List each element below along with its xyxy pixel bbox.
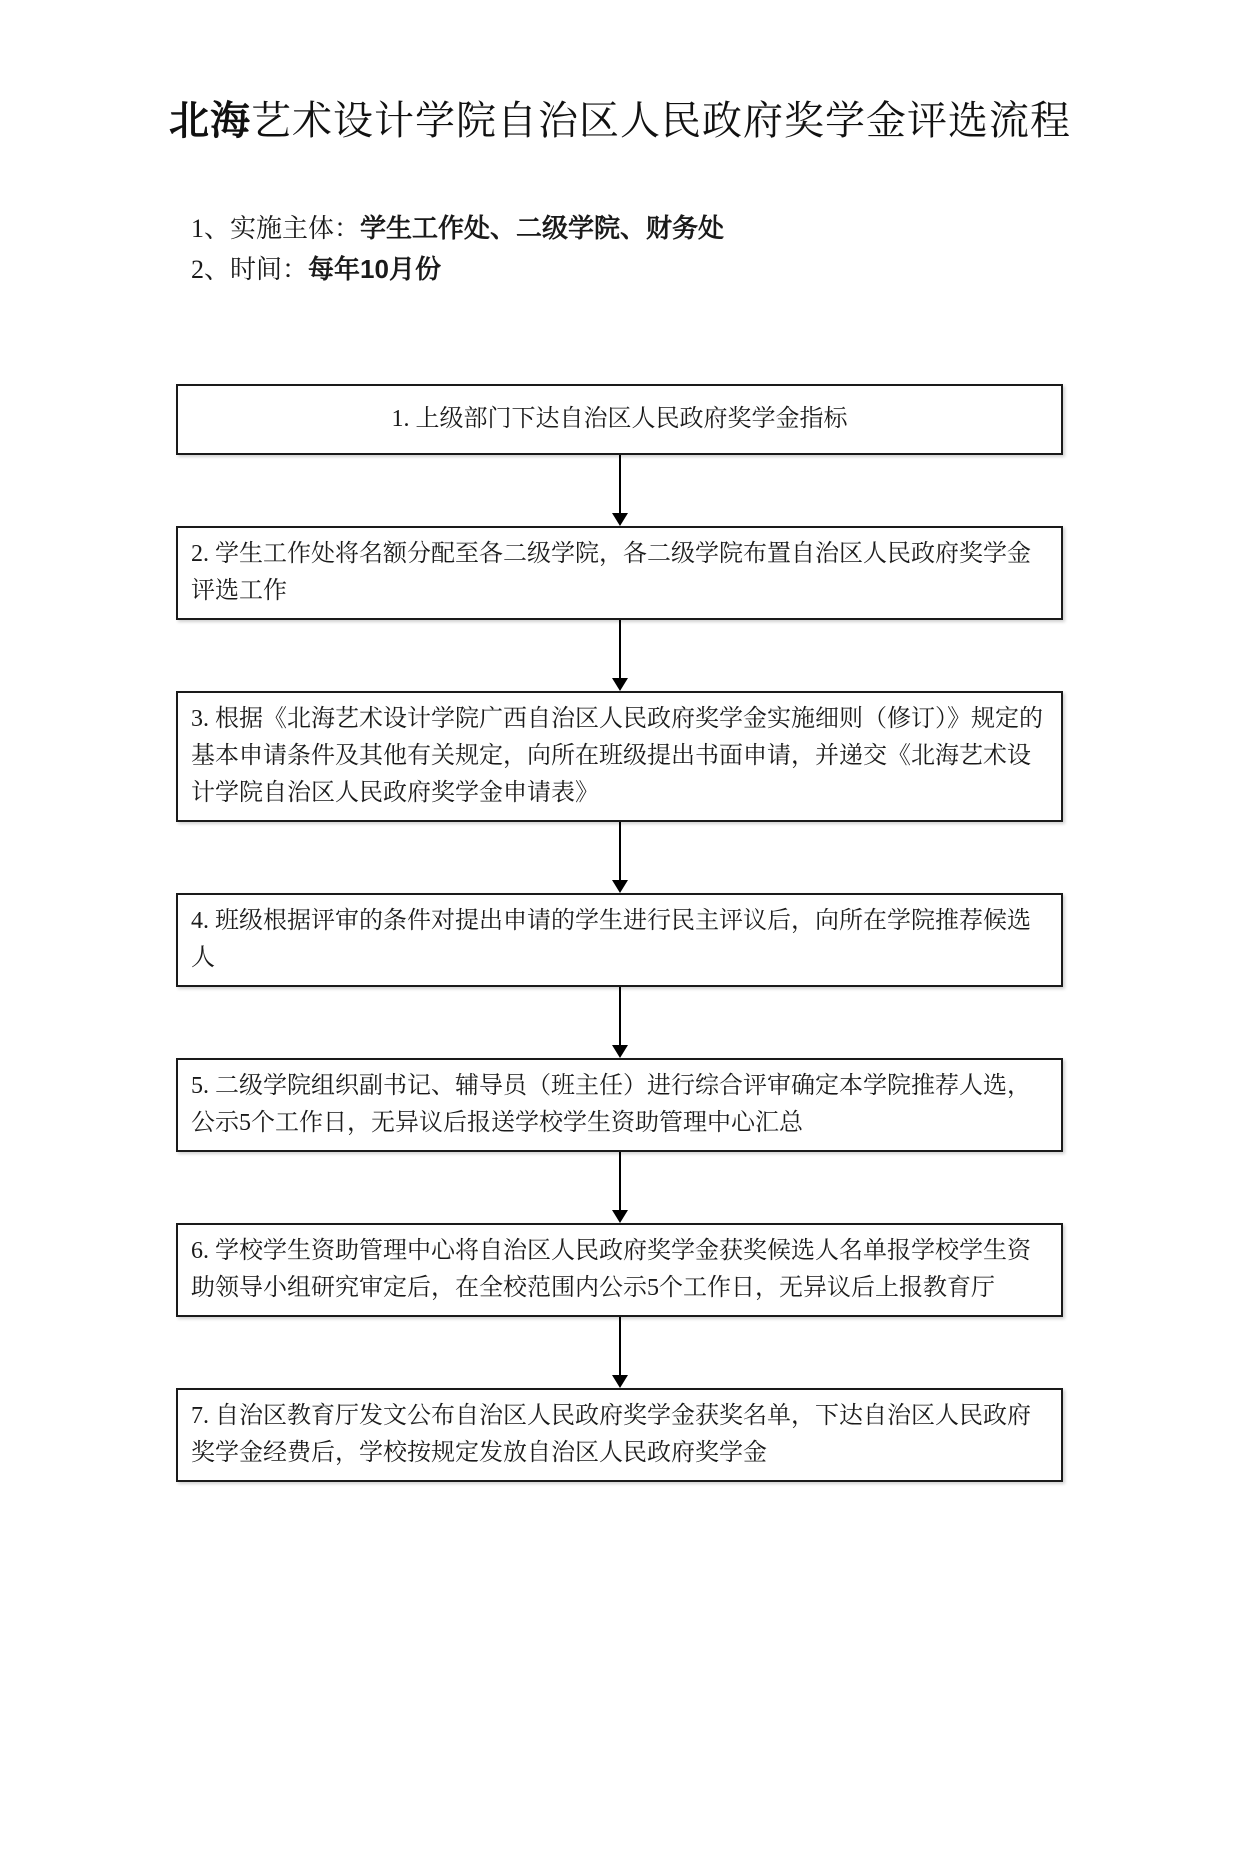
intro-item-subject bbox=[191, 208, 1240, 249]
flow-step-3: 3. 根据《北海艺术设计学院广西自治区人民政府奖学金实施细则（修订）》规定的基本申请条件及其他有关规定，向所在班级提出书面申请，并递交《北海艺术设计学院自治区人民政府奖学金申请表》 bbox=[176, 691, 1063, 822]
intro-item-number: 1、 bbox=[191, 214, 231, 243]
arrow-line bbox=[619, 1317, 621, 1376]
flow-step-1: 1. 上级部门下达自治区人民政府奖学金指标 bbox=[176, 384, 1063, 455]
flow-step-7: 7. 自治区教育厅发文公布自治区人民政府奖学金获奖名单，下达自治区人民政府奖学金经费后，学校按规定发放自治区人民政府奖学金 bbox=[176, 1388, 1063, 1482]
page-title-rest: 艺术设计学院自治区人民政府奖学金评选流程 bbox=[251, 99, 1071, 143]
page-title bbox=[0, 96, 1240, 146]
intro-item-time bbox=[191, 249, 1240, 290]
arrow-line bbox=[619, 620, 621, 679]
down-arrow bbox=[176, 455, 1063, 526]
flow-step-2: 2. 学生工作处将名额分配至各二级学院，各二级学院布置自治区人民政府奖学金评选工作 bbox=[176, 526, 1063, 620]
arrow-head-icon bbox=[612, 513, 628, 526]
arrow-line bbox=[619, 822, 621, 881]
down-arrow bbox=[176, 822, 1063, 893]
arrow-head-icon bbox=[612, 1375, 628, 1388]
down-arrow bbox=[176, 1317, 1063, 1388]
arrow-line bbox=[619, 455, 621, 514]
intro-item-label: 实施主体： bbox=[230, 214, 361, 243]
flow-step-5: 5. 二级学院组织副书记、辅导员（班主任）进行综合评审确定本学院推荐人选，公示5个工作日，无异议后报送学校学生资助管理中心汇总 bbox=[176, 1058, 1063, 1152]
intro-item-value: 学生工作处、二级学院、财务处 bbox=[360, 213, 725, 243]
flowchart bbox=[176, 384, 1063, 1482]
document-page bbox=[0, 96, 1240, 1850]
down-arrow bbox=[176, 1152, 1063, 1223]
intro-item-number: 2、 bbox=[191, 255, 231, 284]
flow-step-4: 4. 班级根据评审的条件对提出申请的学生进行民主评议后，向所在学院推荐候选人 bbox=[176, 893, 1063, 987]
arrow-head-icon bbox=[612, 678, 628, 691]
flow-step-6: 6. 学校学生资助管理中心将自治区人民政府奖学金获奖候选人名单报学校学生资助领导小组研究审定后，在全校范围内公示5个工作日，无异议后上报教育厅 bbox=[176, 1223, 1063, 1317]
page-title-bold-part: 北海 bbox=[169, 99, 251, 143]
arrow-line bbox=[619, 987, 621, 1046]
arrow-head-icon bbox=[612, 1210, 628, 1223]
intro-list bbox=[191, 208, 1240, 290]
arrow-head-icon bbox=[612, 880, 628, 893]
down-arrow bbox=[176, 620, 1063, 691]
down-arrow bbox=[176, 987, 1063, 1058]
arrow-head-icon bbox=[612, 1045, 628, 1058]
arrow-line bbox=[619, 1152, 621, 1211]
intro-item-label: 时间： bbox=[230, 255, 309, 284]
intro-item-value: 每年10月份 bbox=[308, 254, 441, 284]
